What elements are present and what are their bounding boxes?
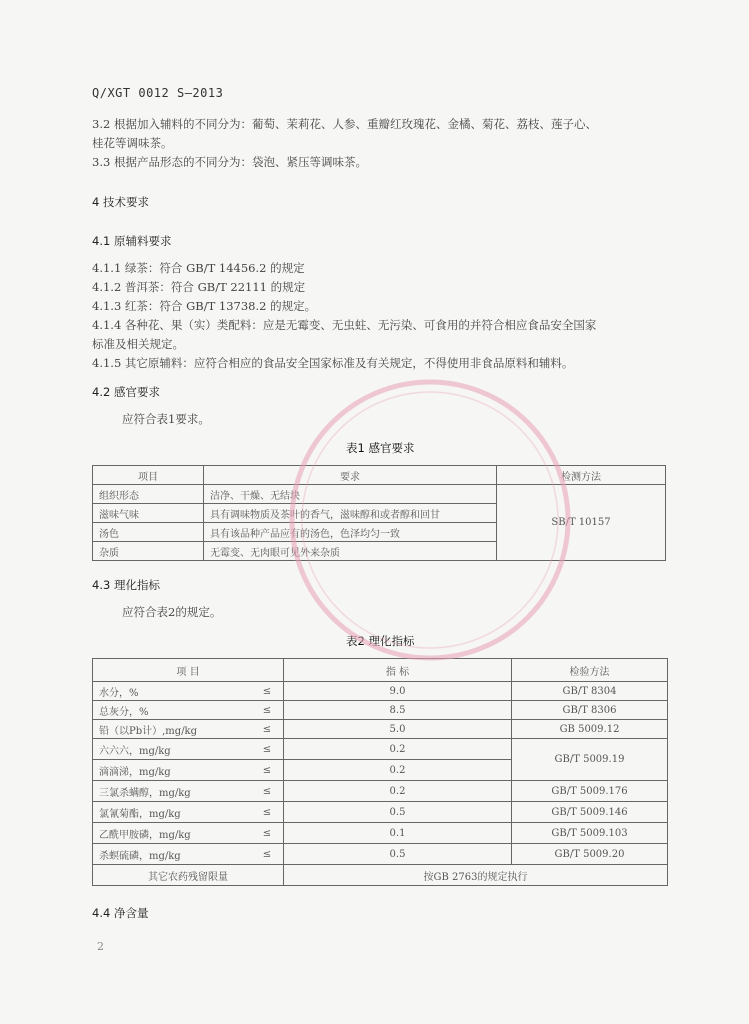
table-row	[93, 781, 668, 802]
table2-value: 5.0	[284, 720, 512, 739]
table-row	[93, 485, 666, 504]
clause-4-1-5: 4.1.5 其它原辅料：应符合相应的食品安全国家标准及有关规定，不得使用非食品原料和辅料。	[92, 356, 574, 370]
table2-header-item: 项 目	[93, 659, 284, 682]
table-row	[93, 865, 668, 886]
table2-value: 0.2	[284, 739, 512, 760]
table2-item: 六六六，mg/kg	[93, 739, 252, 760]
table1-cell: 杂质	[93, 542, 204, 561]
table2-method: GB/T 5009.176	[512, 781, 668, 802]
clause-4-1-4-line2: 标准及相关规定。	[92, 337, 184, 351]
table2-value: 0.5	[284, 844, 512, 865]
table2-method: GB/T 5009.146	[512, 802, 668, 823]
table2-item: 水分，%	[93, 682, 252, 701]
table2-item: 杀螟硫磷，mg/kg	[93, 844, 252, 865]
table2-method: GB 5009.12	[512, 720, 668, 739]
table-row	[93, 701, 668, 720]
table2-le: ≤	[251, 682, 284, 701]
table2-item: 乙酰甲胺磷，mg/kg	[93, 823, 252, 844]
table1-sensory	[92, 465, 666, 561]
table2-item: 氯氰菊酯，mg/kg	[93, 802, 252, 823]
table-row	[93, 802, 668, 823]
table2-value: 8.5	[284, 701, 512, 720]
clause-3-2-line2: 桂花等调味茶。	[92, 136, 173, 150]
table1-cell: 具有该品种产品应有的汤色，色泽均匀一致	[204, 523, 497, 542]
table1-cell: 滋味气味	[93, 504, 204, 523]
table2-value: 0.2	[284, 760, 512, 781]
clause-3-3: 3.3 根据产品形态的不同分为：袋泡、紧压等调味茶。	[92, 155, 367, 169]
table-row	[93, 844, 668, 865]
table2-le: ≤	[251, 823, 284, 844]
clause-4-3-text: 应符合表2的规定。	[122, 605, 222, 619]
table1-cell: 汤色	[93, 523, 204, 542]
table2-le: ≤	[251, 844, 284, 865]
table2-value: 0.2	[284, 781, 512, 802]
page-number: 2	[97, 940, 104, 953]
table2-le: ≤	[251, 720, 284, 739]
table1-header-method: 检测方法	[497, 466, 666, 485]
table2-le: ≤	[251, 760, 284, 781]
table1-cell: 洁净、干燥、无结块	[204, 485, 497, 504]
table2-value: 0.1	[284, 823, 512, 844]
table-row	[93, 682, 668, 701]
table1-caption: 表1 感官要求	[346, 441, 415, 455]
clause-4-1-3: 4.1.3 红茶：符合 GB/T 13738.2 的规定。	[92, 299, 317, 313]
table-row	[93, 720, 668, 739]
table2-physicochemical	[92, 658, 668, 886]
table1-method-cell: SB/T 10157	[497, 485, 666, 561]
clause-4-1-1: 4.1.1 绿茶：符合 GB/T 14456.2 的规定	[92, 261, 305, 275]
table1-cell: 无霉变、无肉眼可见外来杂质	[204, 542, 497, 561]
table2-header-method: 检验方法	[512, 659, 668, 682]
table-row	[93, 739, 668, 760]
table2-method: GB/T 5009.19	[512, 739, 668, 781]
table2-le: ≤	[251, 781, 284, 802]
section-4-3-heading: 4.3 理化指标	[92, 578, 160, 592]
table2-item: 铅（以Pb计）,mg/kg	[93, 720, 252, 739]
table2-header-value: 指 标	[284, 659, 512, 682]
section-4-1-heading: 4.1 原辅料要求	[92, 234, 172, 248]
table1-cell: 具有调味物质及茶叶的香气，滋味醇和或者醇和回甘	[204, 504, 497, 523]
table2-item: 三氯杀螨醇，mg/kg	[93, 781, 252, 802]
table2-le: ≤	[251, 701, 284, 720]
table2-value: 9.0	[284, 682, 512, 701]
section-4-heading: 4 技术要求	[92, 195, 149, 209]
clause-4-2-text: 应符合表1要求。	[122, 412, 210, 426]
table2-method: GB/T 8306	[512, 701, 668, 720]
table2-item: 滴滴涕，mg/kg	[93, 760, 252, 781]
table2-caption: 表2 理化指标	[346, 634, 415, 648]
table2-method: GB/T 8304	[512, 682, 668, 701]
table-row	[93, 823, 668, 844]
table1-cell: 组织形态	[93, 485, 204, 504]
section-4-4-heading: 4.4 净含量	[92, 906, 149, 920]
table1-header-requirement: 要求	[204, 466, 497, 485]
table2-le: ≤	[251, 802, 284, 823]
table2-last-item: 其它农药残留限量	[93, 865, 284, 886]
section-4-2-heading: 4.2 感官要求	[92, 385, 160, 399]
clause-4-1-4-line1: 4.1.4 各种花、果（实）类配料：应是无霉变、无虫蛀、无污染、可食用的并符合相应食品安全国家	[92, 318, 597, 332]
table1-header-item: 项目	[93, 466, 204, 485]
clause-4-1-2: 4.1.2 普洱茶：符合 GB/T 22111 的规定	[92, 280, 306, 294]
standard-code: Q/XGT 0012 S—2013	[92, 86, 224, 100]
table2-last-value: 按GB 2763的规定执行	[284, 865, 668, 886]
table2-method: GB/T 5009.103	[512, 823, 668, 844]
table2-value: 0.5	[284, 802, 512, 823]
table2-item: 总灰分，%	[93, 701, 252, 720]
clause-3-2-line1: 3.2 根据加入辅料的不同分为：葡萄、茉莉花、人参、重瓣红玫瑰花、金橘、菊花、荔枝、莲子心、	[92, 117, 597, 131]
table2-method: GB/T 5009.20	[512, 844, 668, 865]
table2-le: ≤	[251, 739, 284, 760]
